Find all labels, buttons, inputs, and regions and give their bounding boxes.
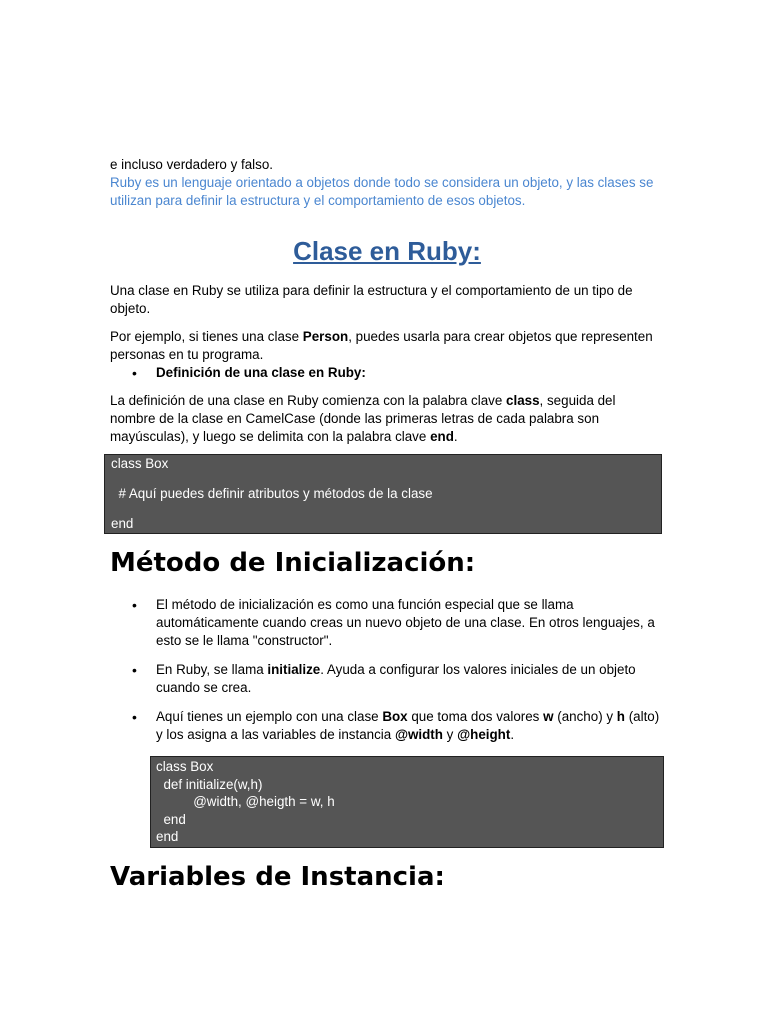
code-line: end (156, 811, 186, 827)
intro-highlight: Ruby es un lenguaje orientado a objetos donde todo se considera un objeto, y las clases se utilizan para definir la estructura y el comportamiento de esos objetos. (110, 175, 654, 208)
code-line: # Aquí puedes definir atributos y métodos de la clase (111, 486, 433, 501)
init-bullet-list (110, 596, 664, 744)
code-block-initialize (150, 756, 664, 848)
code-line: end (111, 516, 134, 531)
heading-variables-instancia: Variables de Instancia: (110, 861, 445, 892)
list-item: • Aquí tienes un ejemplo con una clase Box que toma dos valores w (ancho) y h (alto) y los asigna a las variables de instancia @width y @height. (110, 708, 664, 744)
list-item: • El método de inicialización es como una función especial que se llama automáticamente cuando creas un nuevo objeto de una clase. En otros lenguajes, a esto se le llama "constructor". (110, 596, 664, 650)
class-paragraph-3: La definición de una clase en Ruby comienza con la palabra clave class, seguida del nombre de la clase en CamelCase (donde las primeras letras de cada palabra son mayúsculas), y luego se delimita con la palabra clave end. (110, 393, 616, 444)
list-item: • Definición de una clase en Ruby: (110, 364, 664, 382)
code-block-class (104, 454, 662, 534)
code-line: @width, @heigth = w, h (156, 794, 335, 810)
heading-clase-en-ruby: Clase en Ruby: (293, 236, 481, 266)
intro-line: e incluso verdadero y falso. (110, 157, 274, 172)
code-line: end (156, 829, 179, 845)
code-line: class Box (111, 456, 169, 471)
code-line: class Box (156, 759, 214, 774)
heading-metodo-inicializacion: Método de Inicialización: (110, 548, 476, 578)
class-bullet-list (110, 364, 664, 382)
class-paragraph-1: Una clase en Ruby se utiliza para definir la estructura y el comportamiento de un tipo de objeto. (110, 283, 633, 316)
class-paragraph-2: Por ejemplo, si tienes una clase Person, puedes usarla para crear objetos que representen personas en tu programa. (110, 329, 653, 362)
document-page (110, 156, 664, 893)
code-line: def initialize(w,h) (156, 776, 263, 792)
list-item: • En Ruby, se llama initialize. Ayuda a configurar los valores iniciales de un objeto cuando se crea. (110, 661, 664, 697)
